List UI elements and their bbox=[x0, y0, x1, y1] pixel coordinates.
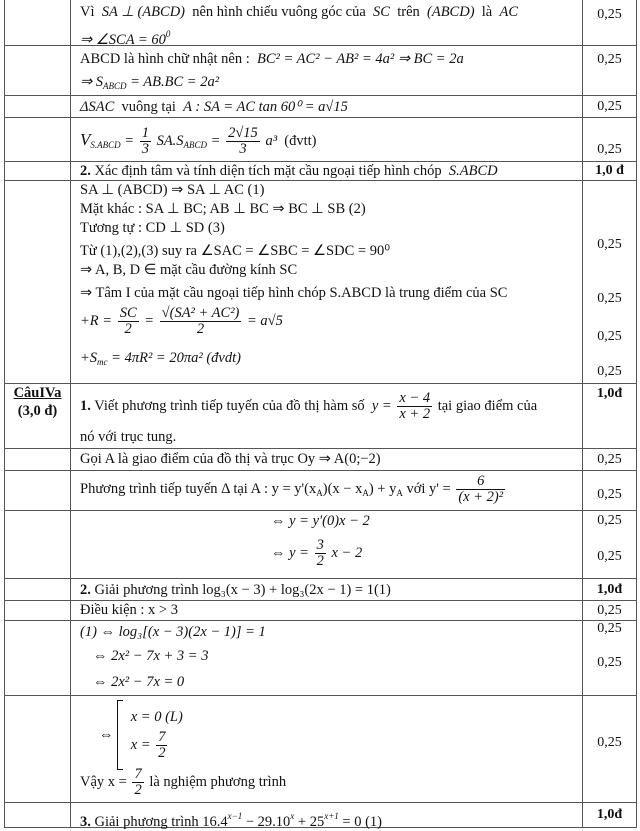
math: = bbox=[124, 133, 135, 149]
content-cell bbox=[71, 621, 582, 695]
numerator: x − 4 bbox=[399, 390, 431, 407]
numerator: 2√15 bbox=[228, 125, 258, 142]
numerator: √(SA² + AC²) bbox=[161, 305, 240, 322]
points-cell bbox=[582, 96, 637, 117]
label-cell bbox=[4, 601, 71, 620]
content-cell bbox=[71, 0, 582, 48]
text: trên bbox=[397, 4, 420, 20]
subscript: ABCD bbox=[103, 81, 127, 91]
text: tại giao điểm của bbox=[437, 398, 538, 414]
math-line: SA ⊥ (ABCD) ⇒ SA ⊥ AC (1) bbox=[80, 182, 265, 198]
points-value: 0,25 bbox=[597, 487, 622, 502]
text-line bbox=[80, 3, 518, 21]
text: Vì bbox=[80, 4, 95, 20]
volume-formula bbox=[80, 122, 317, 163]
text-line: Gọi A là giao điểm của đồ thị và trục Oy ⇒ A(0;−2) bbox=[80, 451, 381, 467]
label-cell bbox=[4, 181, 71, 383]
math: SC bbox=[373, 4, 390, 20]
denominator: 2 bbox=[316, 553, 324, 570]
case: x = 0 (L) bbox=[130, 709, 183, 725]
points-cell bbox=[582, 601, 637, 620]
math: y = bbox=[371, 398, 392, 414]
points-value: 0,25 bbox=[597, 99, 622, 114]
content-cell bbox=[71, 601, 582, 620]
table-row bbox=[4, 117, 637, 161]
points-value: 0,25 bbox=[597, 655, 622, 670]
math: )(x − x bbox=[322, 481, 363, 497]
label-cell bbox=[4, 471, 71, 510]
points-value: 0,25 bbox=[597, 621, 622, 636]
content-cell bbox=[71, 46, 582, 95]
numerator: 1 bbox=[141, 125, 149, 142]
fraction bbox=[160, 306, 242, 337]
points-cell bbox=[582, 118, 637, 161]
points-value: 0,25 bbox=[597, 7, 622, 22]
table-row bbox=[4, 620, 637, 695]
text: Phương trình tiếp tuyến Δ tại A : y = y'(x bbox=[80, 481, 317, 497]
content-cell bbox=[71, 118, 582, 161]
points-value: 0,25 bbox=[597, 142, 622, 157]
points-value: 1,0đ bbox=[596, 807, 623, 822]
math-line: ⇔ 2x² − 7x = 0 bbox=[93, 674, 185, 690]
system-cases bbox=[131, 707, 183, 763]
points-cell bbox=[582, 449, 637, 470]
math: ⇔ y = bbox=[271, 545, 309, 561]
text: Xác định tâm và tính diện tích mặt cầu ngoại tiếp hình chóp bbox=[94, 163, 442, 179]
math: +R = bbox=[80, 313, 113, 329]
math-line bbox=[80, 73, 219, 95]
denominator: 2 bbox=[124, 321, 132, 338]
points-cell bbox=[582, 162, 637, 180]
text-line bbox=[80, 50, 464, 68]
numerator: SC bbox=[119, 305, 137, 322]
math-line: ⇒ Tâm I của mặt cầu ngoại tiếp hình chóp S.ABCD là trung điểm của SC bbox=[80, 285, 508, 301]
text: nên hình chiếu vuông góc của bbox=[192, 4, 366, 20]
points-cell bbox=[582, 384, 637, 448]
points-cell bbox=[582, 511, 637, 578]
text-line bbox=[80, 98, 348, 116]
fraction bbox=[118, 306, 139, 337]
math: = bbox=[210, 133, 221, 149]
table-row bbox=[4, 180, 637, 383]
points-cell bbox=[582, 471, 637, 510]
tangent-formula bbox=[80, 471, 507, 511]
fraction bbox=[226, 126, 260, 157]
fraction bbox=[315, 538, 326, 569]
table-row bbox=[4, 45, 637, 95]
question-number: 1. bbox=[80, 398, 91, 414]
label-cell bbox=[4, 621, 71, 695]
question-heading bbox=[80, 807, 382, 831]
numerator: 7 bbox=[158, 729, 166, 746]
math-line: Tương tự : CD ⊥ SD (3) bbox=[80, 220, 225, 236]
points-value: 0,25 bbox=[597, 735, 622, 750]
math: x − 2 bbox=[331, 545, 363, 561]
math: ΔSAC bbox=[80, 99, 115, 115]
subscript: mc bbox=[97, 357, 108, 367]
label-cell bbox=[4, 96, 71, 117]
fraction bbox=[456, 474, 505, 505]
denominator: x + 2 bbox=[399, 406, 431, 423]
question-score: (3,0 đ) bbox=[17, 403, 58, 419]
superscript: x+1 bbox=[324, 811, 339, 821]
subscript: A bbox=[316, 488, 323, 498]
math: ⇔ bbox=[99, 727, 114, 743]
fraction bbox=[140, 126, 151, 157]
content-cell bbox=[71, 96, 582, 117]
math: a³ bbox=[265, 133, 278, 149]
grading-table bbox=[4, 0, 637, 829]
points-cell bbox=[582, 621, 637, 695]
table-row bbox=[4, 383, 637, 448]
points-cell bbox=[582, 0, 637, 45]
question-number: 2. bbox=[80, 582, 91, 598]
text: Giải phương trình 16.4 bbox=[94, 814, 228, 830]
area-formula bbox=[80, 349, 241, 371]
text: ABCD là hình chữ nhật nên : bbox=[80, 51, 250, 67]
label-cell bbox=[4, 162, 71, 180]
points-value: 1,0 đ bbox=[595, 163, 624, 178]
superscript: x−1 bbox=[227, 811, 243, 821]
table-row bbox=[4, 802, 637, 828]
table-row bbox=[4, 448, 637, 470]
denominator: 3 bbox=[141, 141, 149, 158]
fraction bbox=[132, 767, 143, 798]
table-row bbox=[4, 470, 637, 510]
math: = AB.BC = 2a² bbox=[130, 74, 220, 90]
math: x = bbox=[130, 737, 151, 753]
label-cell bbox=[4, 803, 71, 827]
text: Giải phương trình log₃(x − 3) + log₃(2x − 1) = 1(1) bbox=[94, 582, 391, 598]
text: với y' = bbox=[402, 481, 451, 497]
table-row bbox=[4, 510, 637, 578]
solution-system bbox=[99, 700, 183, 770]
math: ) + y bbox=[368, 481, 397, 497]
label-cell bbox=[4, 384, 71, 448]
label-cell bbox=[4, 46, 71, 95]
table-row bbox=[4, 600, 637, 620]
math: ⇒ S bbox=[80, 74, 104, 90]
points-cell bbox=[582, 696, 637, 802]
text: là nghiệm phương trình bbox=[149, 774, 287, 790]
label-cell bbox=[4, 696, 71, 802]
content-cell bbox=[71, 162, 582, 180]
conclusion bbox=[80, 764, 286, 800]
label-cell bbox=[4, 579, 71, 600]
fraction bbox=[156, 730, 167, 761]
denominator: 2 bbox=[158, 745, 166, 762]
points-value: 0,25 bbox=[597, 513, 622, 528]
math-line: Từ (1),(2),(3) suy ra ∠SAC = ∠SBC = ∠SDC = 90⁰ bbox=[80, 243, 391, 259]
content-cell bbox=[71, 579, 582, 600]
content-cell bbox=[71, 181, 582, 383]
text-line: Điều kiện : x > 3 bbox=[80, 602, 178, 618]
text: vuông tại bbox=[121, 99, 176, 115]
superscript: 0 bbox=[165, 29, 171, 39]
case bbox=[131, 727, 183, 763]
label-cell bbox=[4, 511, 71, 578]
math: (ABCD) bbox=[427, 4, 475, 20]
fraction bbox=[397, 391, 432, 422]
math: + 25 bbox=[294, 814, 325, 830]
bracket-icon bbox=[117, 700, 123, 770]
points-cell bbox=[582, 181, 637, 383]
math: BC² = AC² − AB² = 4a² ⇒ BC = 2a bbox=[257, 51, 464, 67]
denominator: 3 bbox=[239, 141, 247, 158]
points-cell bbox=[582, 803, 637, 827]
subscript: ABCD bbox=[183, 140, 208, 150]
points-value: 0,25 bbox=[597, 364, 622, 379]
points-cell bbox=[582, 46, 637, 95]
unit: (đvtt) bbox=[284, 133, 317, 149]
table-row bbox=[4, 161, 637, 180]
math-line: ⇔ 2x² − 7x + 3 = 3 bbox=[93, 648, 209, 664]
label-cell bbox=[4, 449, 71, 470]
question-heading bbox=[80, 581, 391, 599]
text: Viết phương trình tiếp tuyến của đồ thị hàm số bbox=[94, 398, 365, 414]
content-cell bbox=[71, 449, 582, 470]
text: là bbox=[481, 4, 493, 20]
points-value: 0,25 bbox=[597, 452, 622, 467]
math-line: ⇒ A, B, D ∈ mặt cầu đường kính SC bbox=[80, 262, 298, 278]
label-cell bbox=[4, 0, 71, 45]
math-line: (1) ⇔ log₃[(x − 3)(2x − 1)] = 1 bbox=[80, 624, 266, 640]
content-cell bbox=[71, 803, 582, 830]
numerator: 6 bbox=[456, 474, 505, 490]
radius-formula: +R = $\frac{SC}{2}$ = $\frac{\text{√(SA² + AC²)}}{2}$ = a√5 bbox=[80, 305, 283, 338]
content-cell bbox=[71, 696, 582, 802]
math-line bbox=[271, 535, 362, 571]
math: A : SA = AC tan 60⁰ = a√15 bbox=[183, 99, 348, 115]
points-value: 1,0đ bbox=[596, 582, 623, 597]
points-cell bbox=[582, 579, 637, 600]
numerator: 7 bbox=[134, 766, 142, 783]
math: = 4πR² = 20πa² (đvdt) bbox=[111, 350, 241, 366]
points-value: 0,25 bbox=[597, 291, 622, 306]
question-heading bbox=[80, 388, 537, 424]
question-number: 3. bbox=[80, 814, 91, 830]
math: SA ⊥ (ABCD) bbox=[101, 4, 185, 20]
math: = 0 (1) bbox=[338, 814, 383, 830]
math-line: ⇔ y = y'(0)x − 2 bbox=[271, 513, 370, 529]
subscript: S.ABCD bbox=[90, 140, 121, 150]
content-cell bbox=[71, 384, 582, 448]
points-value: 0,25 bbox=[597, 237, 622, 252]
content-cell bbox=[71, 471, 582, 510]
text: Vậy x = bbox=[80, 774, 127, 790]
table-row bbox=[4, 695, 637, 802]
table-row bbox=[4, 0, 637, 48]
math-line: Mặt khác : SA ⊥ BC; AB ⊥ BC ⇒ BC ⊥ SB (2) bbox=[80, 201, 366, 217]
math: AC bbox=[499, 4, 519, 20]
denominator: (x + 2)² bbox=[458, 489, 504, 506]
points-value: 0,25 bbox=[597, 329, 622, 344]
points-value: 0,25 bbox=[597, 52, 622, 67]
denominator: 2 bbox=[196, 321, 205, 338]
question-number: 2. bbox=[80, 163, 91, 179]
math: S.ABCD bbox=[448, 163, 498, 179]
math: SA.S bbox=[156, 133, 184, 149]
table-row bbox=[4, 578, 637, 600]
points-value: 0,25 bbox=[597, 549, 622, 564]
points-value: 0,25 bbox=[597, 603, 622, 618]
math: +S bbox=[80, 350, 98, 366]
text-line: nó với trục tung. bbox=[80, 429, 177, 445]
subscript: A bbox=[362, 488, 369, 498]
subscript: A bbox=[396, 488, 403, 498]
denominator: 2 bbox=[134, 782, 142, 799]
label-cell bbox=[4, 118, 71, 161]
math: − 29.10 bbox=[242, 814, 291, 830]
superscript: x bbox=[290, 811, 295, 821]
points-value: 1,0đ bbox=[596, 386, 623, 401]
question-label: CâuIVa bbox=[13, 385, 62, 401]
table-row bbox=[4, 95, 637, 117]
math: ⇒ ∠SCA = 60 bbox=[80, 32, 166, 48]
content-cell bbox=[71, 511, 582, 578]
question-heading bbox=[80, 162, 498, 180]
math: = a√5 bbox=[247, 313, 283, 329]
math: V bbox=[80, 130, 91, 149]
numerator: 3 bbox=[316, 537, 324, 554]
